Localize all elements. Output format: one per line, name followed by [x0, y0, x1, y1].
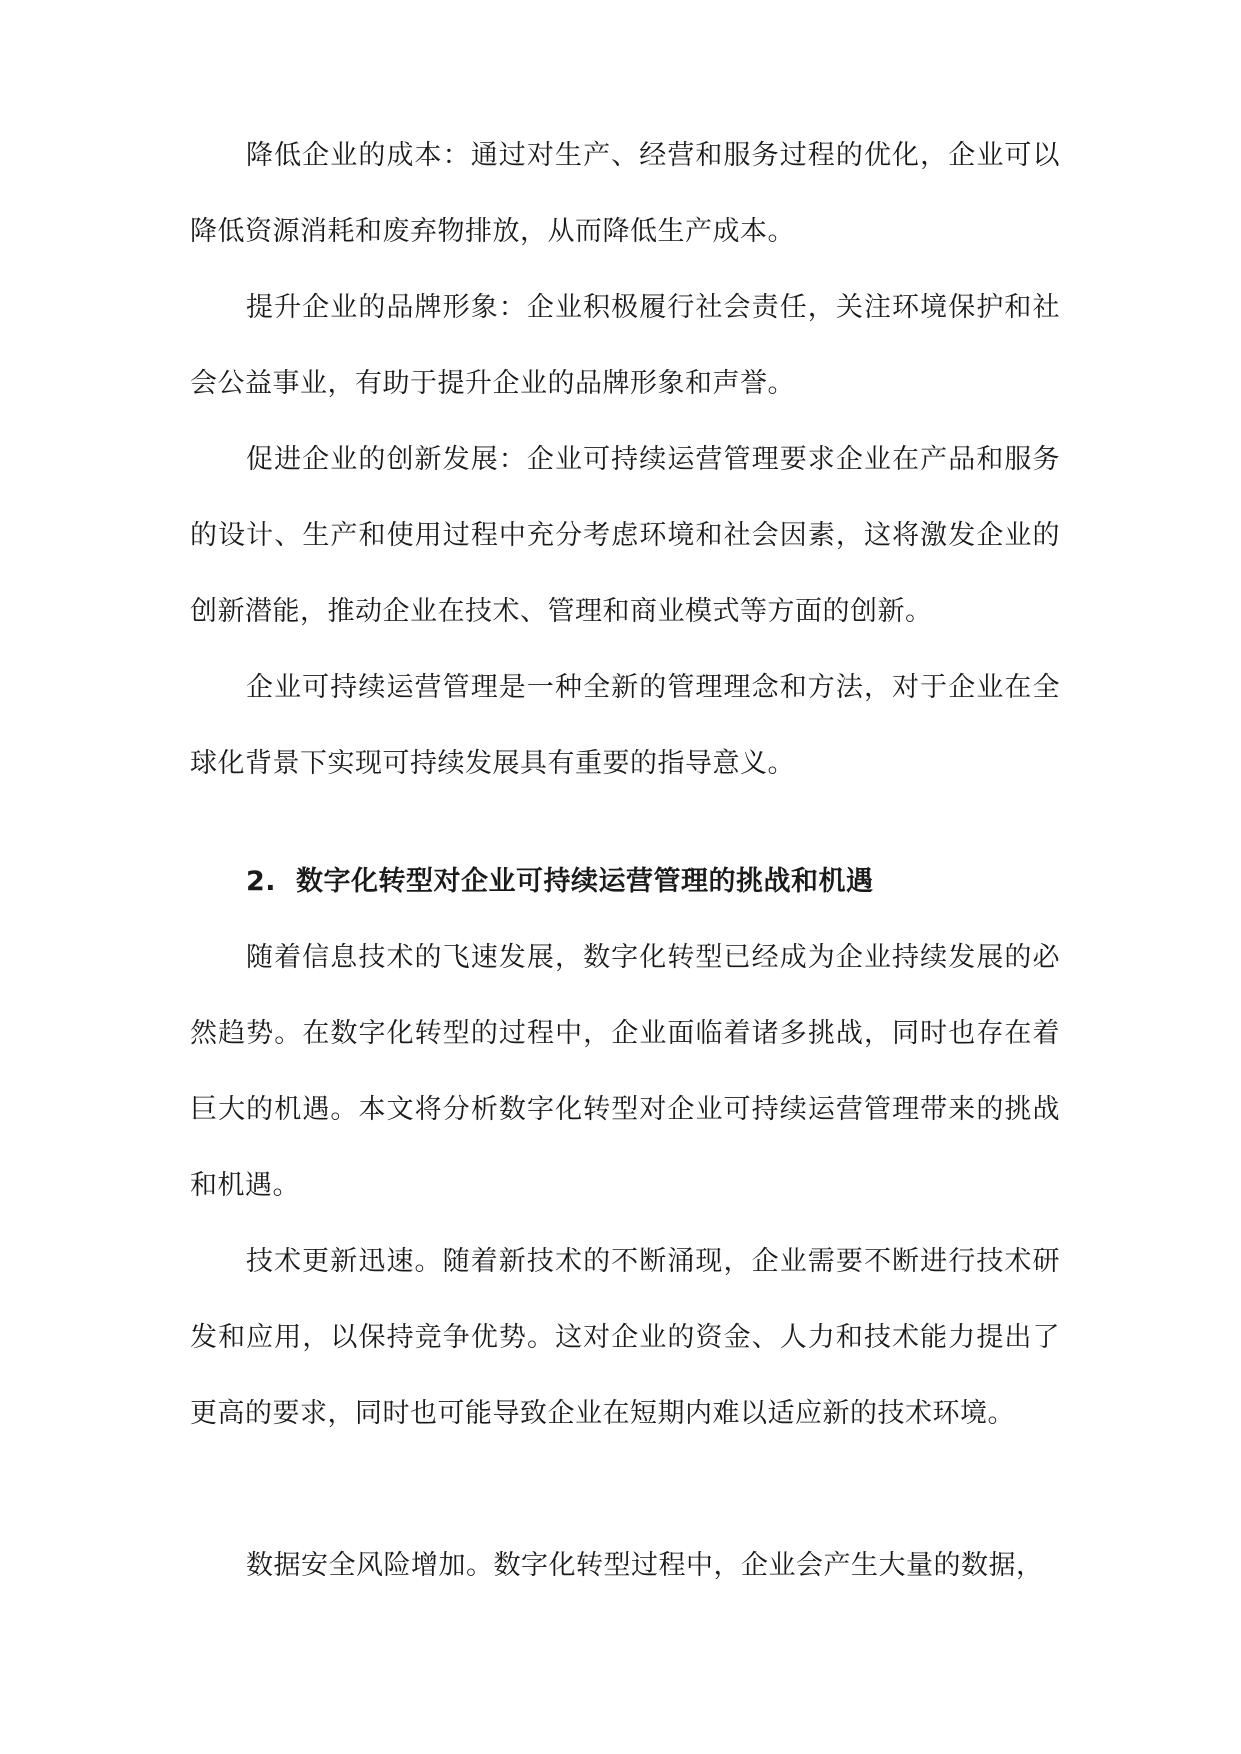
paragraph-digital-trend: 随着信息技术的飞速发展，数字化转型已经成为企业持续发展的必然趋势。在数字化转型的过程中，企业面临着诸多挑战，同时也存在着巨大的机遇。本文将分析数字化转型对企业可持续运营管理带来的挑战和机遇。	[190, 942, 1060, 1201]
paragraph-brand-image: 提升企业的品牌形象：企业积极履行社会责任，关注环境保护和社会公益事业，有助于提升企业的品牌形象和声誉。	[190, 292, 1060, 399]
paragraph-reduce-cost: 降低企业的成本：通过对生产、经营和服务过程的优化，企业可以降低资源消耗和废弃物排放，从而降低生产成本。	[190, 140, 1060, 247]
section-title: 数字化转型对企业可持续运营管理的挑战和机遇	[296, 866, 874, 897]
paragraph-summary: 企业可持续运营管理是一种全新的管理理念和方法，对于企业在全球化背景下实现可持续发展具有重要的指导意义。	[190, 672, 1060, 779]
paragraph-innovation: 促进企业的创新发展：企业可持续运营管理要求企业在产品和服务的设计、生产和使用过程中充分考虑环境和社会因素，这将激发企业的创新潜能，推动企业在技术、管理和商业模式等方面的创新。	[190, 444, 1060, 627]
paragraph-data-security: 数据安全风险增加。数字化转型过程中，企业会产生大量的数据，	[246, 1550, 1044, 1581]
paragraph-tech-update: 技术更新迅速。随着新技术的不断涌现，企业需要不断进行技术研发和应用，以保持竞争优势。这对企业的资金、人力和技术能力提出了更高的要求，同时也可能导致企业在短期内难以适应新的技术环境。	[190, 1246, 1060, 1429]
section-heading	[246, 844, 1066, 920]
section-number: 2.	[246, 866, 277, 897]
